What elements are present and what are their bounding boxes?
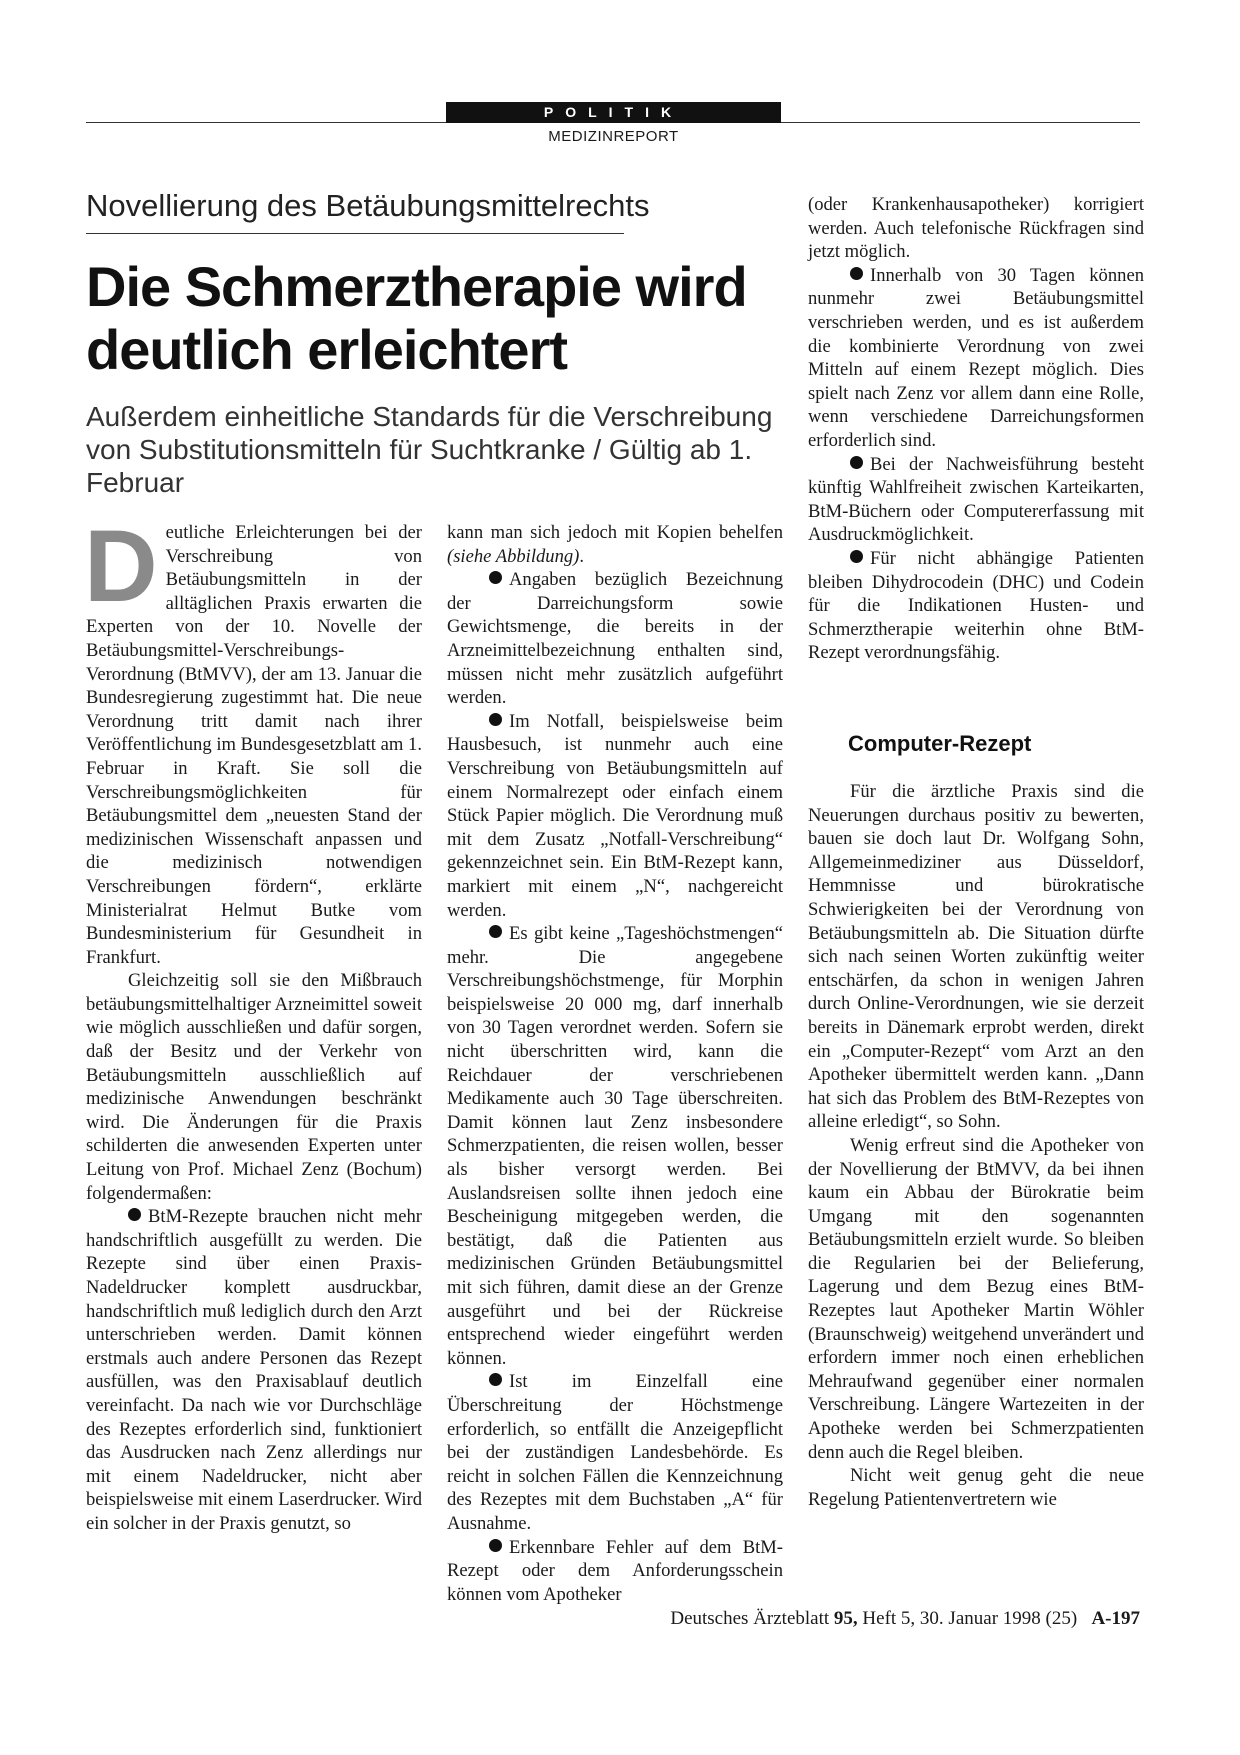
page-footer xyxy=(86,1608,1140,1630)
paragraph-text: eutliche Erleichterungen bei der Verschreibung von Betäubungsmitteln in der alltäglichen Praxis erwarten die Experten von der 10. Novelle der Betäubungsmittel-Verschreibungs-Verordnung (BtMVV), der am 13. Januar die Bundesregierung zugestimmt hat. Die neue Verordnung tritt damit nach ihrer Veröffentlichung im Bundesgesetzblatt am 1. Februar in Kraft. Sie soll die Verschreibungsmöglichkeiten für Betäubungsmittel dem „neuesten Stand der medizinischen Wissenschaft anpassen und die medizinisch notwendigen Verschreibungen fördern“, erklärte Ministerialrat Helmut Butke vom Bundesministerium für Gesundheit in Frankfurt. xyxy=(86,522,422,968)
subsection-label: MEDIZINREPORT xyxy=(548,128,679,145)
issue-info: Heft 5, 30. Januar 1998 (25) xyxy=(862,1608,1078,1629)
bullet-text: Innerhalb von 30 Tagen können nunmehr zwei Betäubungsmittel verschrieben werden, und es ist außerdem die kombinierte Verordnung von zwei Mitteln auf einem Rezept möglich. Dies spielt nach Zenz vor allem dann eine Rolle, wenn verschiedene Darreichungsformen erforderlich sind. xyxy=(808,264,1144,451)
bullet-text: Angaben bezüglich Bezeichnung der Darreichungsform sowie Gewichtsmenge, die bereits in der Arzneimittelbezeichnung enthalten sind, müssen nicht mehr zusätzlich aufgeführt werden. xyxy=(447,569,783,709)
figure-reference: (siehe Abbildung) xyxy=(447,545,580,567)
bullet-item xyxy=(86,1205,422,1535)
bullet-icon xyxy=(489,571,502,584)
bullet-item xyxy=(447,568,783,710)
section-label: POLITIK xyxy=(446,102,781,123)
bullet-item xyxy=(447,922,783,1370)
bullet-text: Es gibt keine „Tageshöchstmengen“ mehr. Die angegebene Verschreibungshöchstmenge, für Morphin beispielsweise 20 000 mg, darf innerhalb von 30 Tagen verordnet werden. Sofern sie nicht überschritten wird, kann die Reichdauer der verschriebenen Medikamente auch 30 Tage überschreiten. Damit können laut Zenz insbesondere Schmerzpatienten, die reisen wollen, besser als bisher versorgt werden. Bei Auslandsreisen sollte ihnen jedoch eine Bescheinigung mitgegeben werden, die bestätigt, daß die Patienten aus medizinischen Gründen Betäubungsmittel mit sich führen, damit diese an der Grenze ausgeführt und bei der Rückreise entsprechend wieder eingeführt werden können. xyxy=(447,923,783,1369)
bullet-icon xyxy=(489,1373,502,1386)
bullet-item xyxy=(808,264,1144,453)
paragraph: Wenig erfreut sind die Apotheker von der Novellierung der BtMVV, da bei ihnen kaum ein Abbau der Bürokratie beim Umgang mit den sogenannten Betäubungsmitteln erzielt wurde. So bleiben die Regularien bei der Belieferung, Lagerung und dem Bezug eines BtM-Rezeptes laut Apotheker Martin Wöhler (Braunschweig) weitgehend unverändert und erfordern immer noch einen erheblichen Mehraufwand gegenüber einer normalen Verschreibung. Längere Wartezeiten in der Apotheke werden bei Schmerzpatienten denn auch die Regel bleiben. xyxy=(808,1134,1144,1463)
paragraph xyxy=(447,521,783,568)
punctuation: . xyxy=(579,545,585,567)
bullet-icon xyxy=(850,267,863,280)
section-subheading: Computer-Rezept xyxy=(848,731,1032,756)
bullet-item xyxy=(447,1536,783,1607)
bullet-text: Für nicht abhängige Patienten bleiben Dihydrocodein (DHC) und Codein für die Indikationen Husten- und Schmerztherapie weiterhin ohne BtM-Rezept verordnungsfähig. xyxy=(808,547,1144,664)
bullet-text: Ist im Einzelfall eine Überschreitung der Höchstmenge erforderlich, so entfällt die Anzeigepflicht bei der zuständigen Landesbehörde. Es reicht in solchen Fällen die Kennzeichnung des Rezeptes mit dem Buchstaben „A“ für Ausnahme. xyxy=(447,1371,783,1534)
bullet-item xyxy=(808,547,1144,665)
bullet-icon xyxy=(489,1539,502,1552)
paragraph: Nicht weit genug geht die neue Regelung Patientenvertretern wie xyxy=(808,1465,1144,1510)
journal-volume: 95, xyxy=(833,1608,858,1629)
article-headline: Die Schmerztherapie wird deutlich erleichtert xyxy=(86,255,747,381)
kicker-underline xyxy=(86,233,624,234)
page-number: A-197 xyxy=(1091,1608,1140,1629)
journal-name: Deutsches Ärzteblatt xyxy=(670,1608,830,1629)
bullet-text: Bei der Nachweisführung besteht künftig Wahlfreiheit zwischen Karteikarten, BtM-Büchern oder Computererfassung mit Ausdruckmöglichkeit. xyxy=(808,453,1144,546)
bullet-text: BtM-Rezepte brauchen nicht mehr handschriftlich ausgefüllt zu werden. Die Rezepte sind über einen Praxis-Nadeldrucker komplett ausdruckbar, handschriftlich muß lediglich durch den Arzt unterschrieben werden. Damit können erstmals auch andere Personen das Rezept ausfüllen, was den Praxisablauf deutlich vereinfacht. Da nach wie vor Durchschläge des Rezeptes erforderlich sind, funktioniert das Ausdrucken nach Zenz allerdings nur mit einem Nadeldrucker, nicht aber beispielsweise mit einem Laserdrucker. Wird ein solcher in der Praxis genutzt, so xyxy=(86,1206,422,1534)
paragraph: (oder Krankenhausapotheker) korrigiert werden. Auch telefonische Rückfragen sind jetzt möglich. xyxy=(808,194,1144,263)
paragraph xyxy=(84,509,422,969)
article-kicker: Novellierung des Betäubungsmittelrechts xyxy=(86,188,650,223)
paragraph: Gleichzeitig soll sie den Mißbrauch betäubungsmittelhaltiger Arzneimittel soweit wie möglich ausschließen und dafür sorgen, daß der Besitz und der Verkehr von Betäubungsmitteln ausschließlich auf medizinische Anwendungen beschränkt wird. Die Änderungen für die Praxis schilderten die anwesenden Experten unter Leitung von Prof. Michael Zenz (Bochum) folgendermaßen: xyxy=(86,970,422,1204)
bullet-item xyxy=(808,453,1144,547)
text-column-3-bottom xyxy=(808,780,1144,1511)
bullet-icon xyxy=(489,925,502,938)
paragraph-text: kann man sich jedoch mit Kopien behelfen xyxy=(447,522,783,543)
bullet-item xyxy=(447,1370,783,1535)
bullet-icon xyxy=(850,456,863,469)
text-column-1 xyxy=(84,509,422,1536)
bullet-text: Erkennbare Fehler auf dem BtM-Rezept oder dem Anforderungsschein können vom Apotheker xyxy=(447,1536,783,1605)
bullet-icon xyxy=(489,713,502,726)
article-subtitle: Außerdem einheitliche Standards für die Verschreibung von Substitutionsmitteln für Suchtkranke / Gültig ab 1. Februar xyxy=(86,401,773,498)
paragraph: Für die ärztliche Praxis sind die Neuerungen durchaus positiv zu bewerten, bauen sie doch laut Dr. Wolfgang Sohn, Allgemeinmediziner aus Düsseldorf, Hemmnisse und bürokratische Schwierigkeiten bei der Verordnung von Betäubungsmitteln ab. Die Situation dürfte sich nach seinen Worten zukünftig weiter entschärfen, da schon in wenigen Jahren durch Online-Verordnungen, wie sie derzeit bereits in Dänemark erprobt werden, direkt ein „Computer-Rezept“ vom Arzt an den Apotheker übermittelt werden kann. „Dann hat sich das Problem des BtM-Rezeptes von alleine erledigt“, so Sohn. xyxy=(808,781,1144,1133)
drop-cap: D xyxy=(84,509,158,623)
bullet-text: Im Notfall, beispielsweise beim Hausbesuch, ist nunmehr auch eine Verschreibung von Betäubungsmitteln auf einem Normalrezept oder einfach einem Stück Papier möglich. Die Verordnung muß mit dem Zusatz „Notfall-Verschreibung“ gekennzeichnet sein. Ein BtM-Rezept kann, markiert mit einem „N“, nachgereicht werden. xyxy=(447,710,783,921)
bullet-icon xyxy=(850,550,863,563)
text-column-3-top xyxy=(808,193,1144,665)
bullet-icon xyxy=(128,1208,141,1221)
bullet-item xyxy=(447,710,783,922)
text-column-2 xyxy=(447,521,783,1606)
